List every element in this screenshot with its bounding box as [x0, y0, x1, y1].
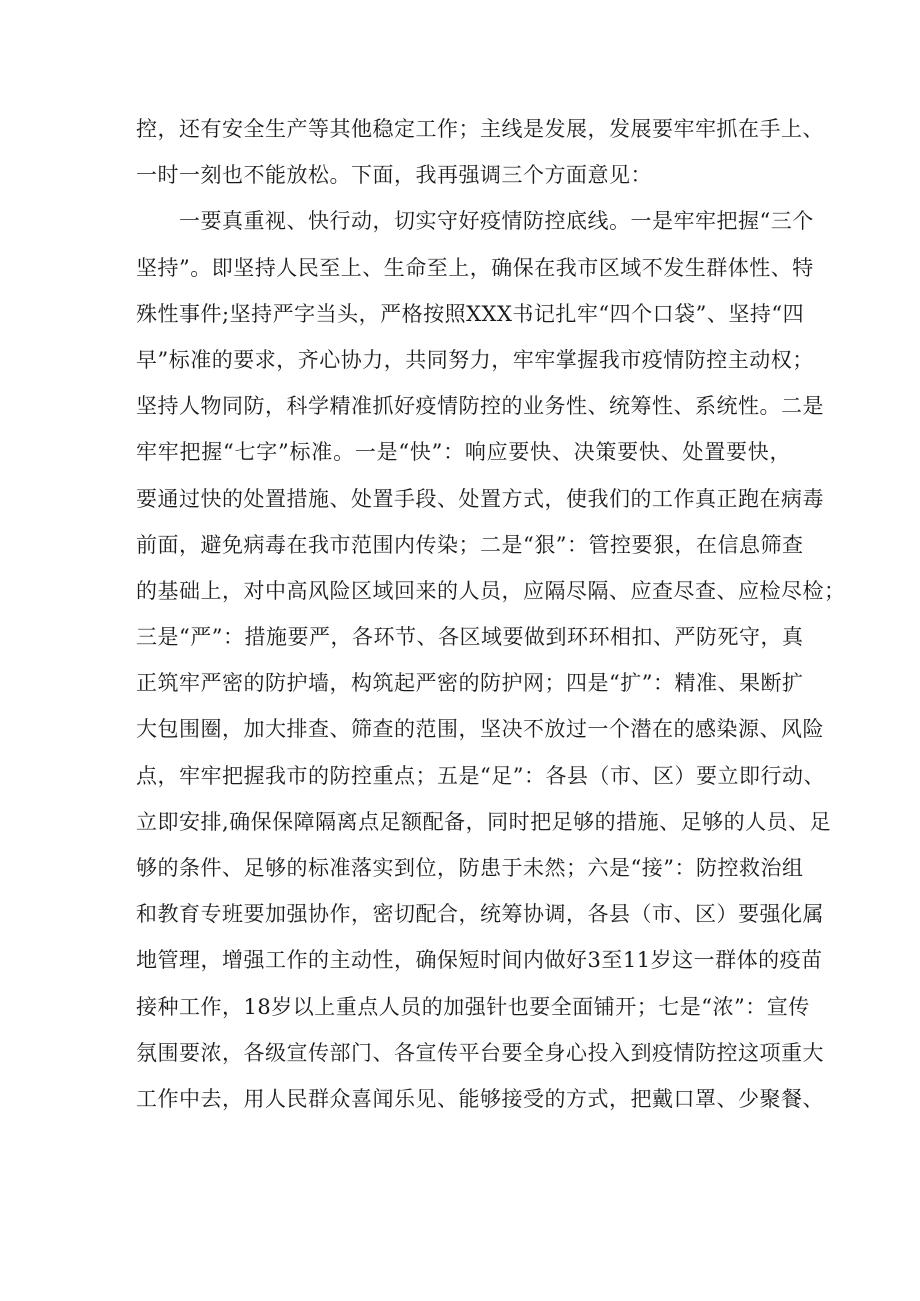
text-line: 三是“严”：措施要严，各环节、各区域要做到环环相扣、严防死守，真: [136, 625, 804, 650]
text-line: 立即安排,确保保障隔离点足额配备，同时把足够的措施、足够的人员、足: [136, 809, 832, 834]
text-line: 氛围要浓，各级宣传部门、各宣传平台要全身心投入到疫情防控这项重大: [136, 1040, 824, 1065]
text-line: 控，还有安全生产等其他稳定工作；主线是发展，发展要牢牢抓在手上、: [136, 117, 824, 141]
text-line: 工作中去，用人民群众喜闻乐见、能够接受的方式，把戴口罩、少聚餐、: [136, 1086, 824, 1111]
text-line: 够的条件、足够的标准落实到位，防患于未然；六是“接”：防控救治组: [136, 856, 804, 880]
text-line: 接种工作，18岁以上重点人员的加强针也要全面铺开；七是“浓”：宣传: [136, 994, 810, 1019]
text-line: 一时一刻也不能放松。下面，我再强调三个方面意见：: [136, 163, 652, 188]
text-line: 大包围圈，加大排查、筛查的范围，坚决不放过一个潜在的感染源、风险: [136, 717, 824, 742]
text-line: 牢牢把握“七字”标准。一是“快”：响应要快、决策要快、处置要快，: [136, 440, 791, 465]
text-line: 的基础上，对中高风险区域回来的人员，应隔尽隔、应查尽查、应检尽检；: [136, 578, 846, 603]
text-line: 前面，避免病毒在我市范围内传染；二是“狠”：管控要狠，在信息筛查: [136, 532, 804, 557]
body-text: [136, 106, 846, 1122]
text-line: 地管理，增强工作的主动性，确保短时间内做好3至11岁这一群体的疫苗: [136, 948, 823, 973]
text-line: 要通过快的处置措施、处置手段、处置方式，使我们的工作真正跑在病毒: [136, 486, 824, 511]
text-line: 正筑牢严密的防护墙，构筑起严密的防护网；四是“扩”：精准、果断扩: [136, 671, 804, 696]
text-line: 点，牢牢把握我市的防控重点；五是“足”：各县（市、区）要立即行动、: [136, 763, 825, 788]
text-line: 坚持”。即坚持人民至上、生命至上，确保在我市区域不发生群体性、特: [136, 255, 814, 280]
text-line: 早”标准的要求，齐心协力，共同努力，牢牢掌握我市疫情防控主动权；: [136, 347, 814, 372]
text-line: 坚持人物同防，科学精准抓好疫情防控的业务性、统筹性、系统性。二是: [136, 394, 824, 419]
text-line: 和教育专班要加强协作，密切配合，统筹协调，各县（市、区）要强化属: [136, 902, 824, 927]
text-line: 一要真重视、快行动，切实守好疫情防控底线。一是牢牢把握“三个: [136, 209, 814, 234]
text-line: 殊性事件;坚持严字当头，严格按照XXX书记扎牢“四个口袋”、坚持“四: [136, 301, 805, 326]
